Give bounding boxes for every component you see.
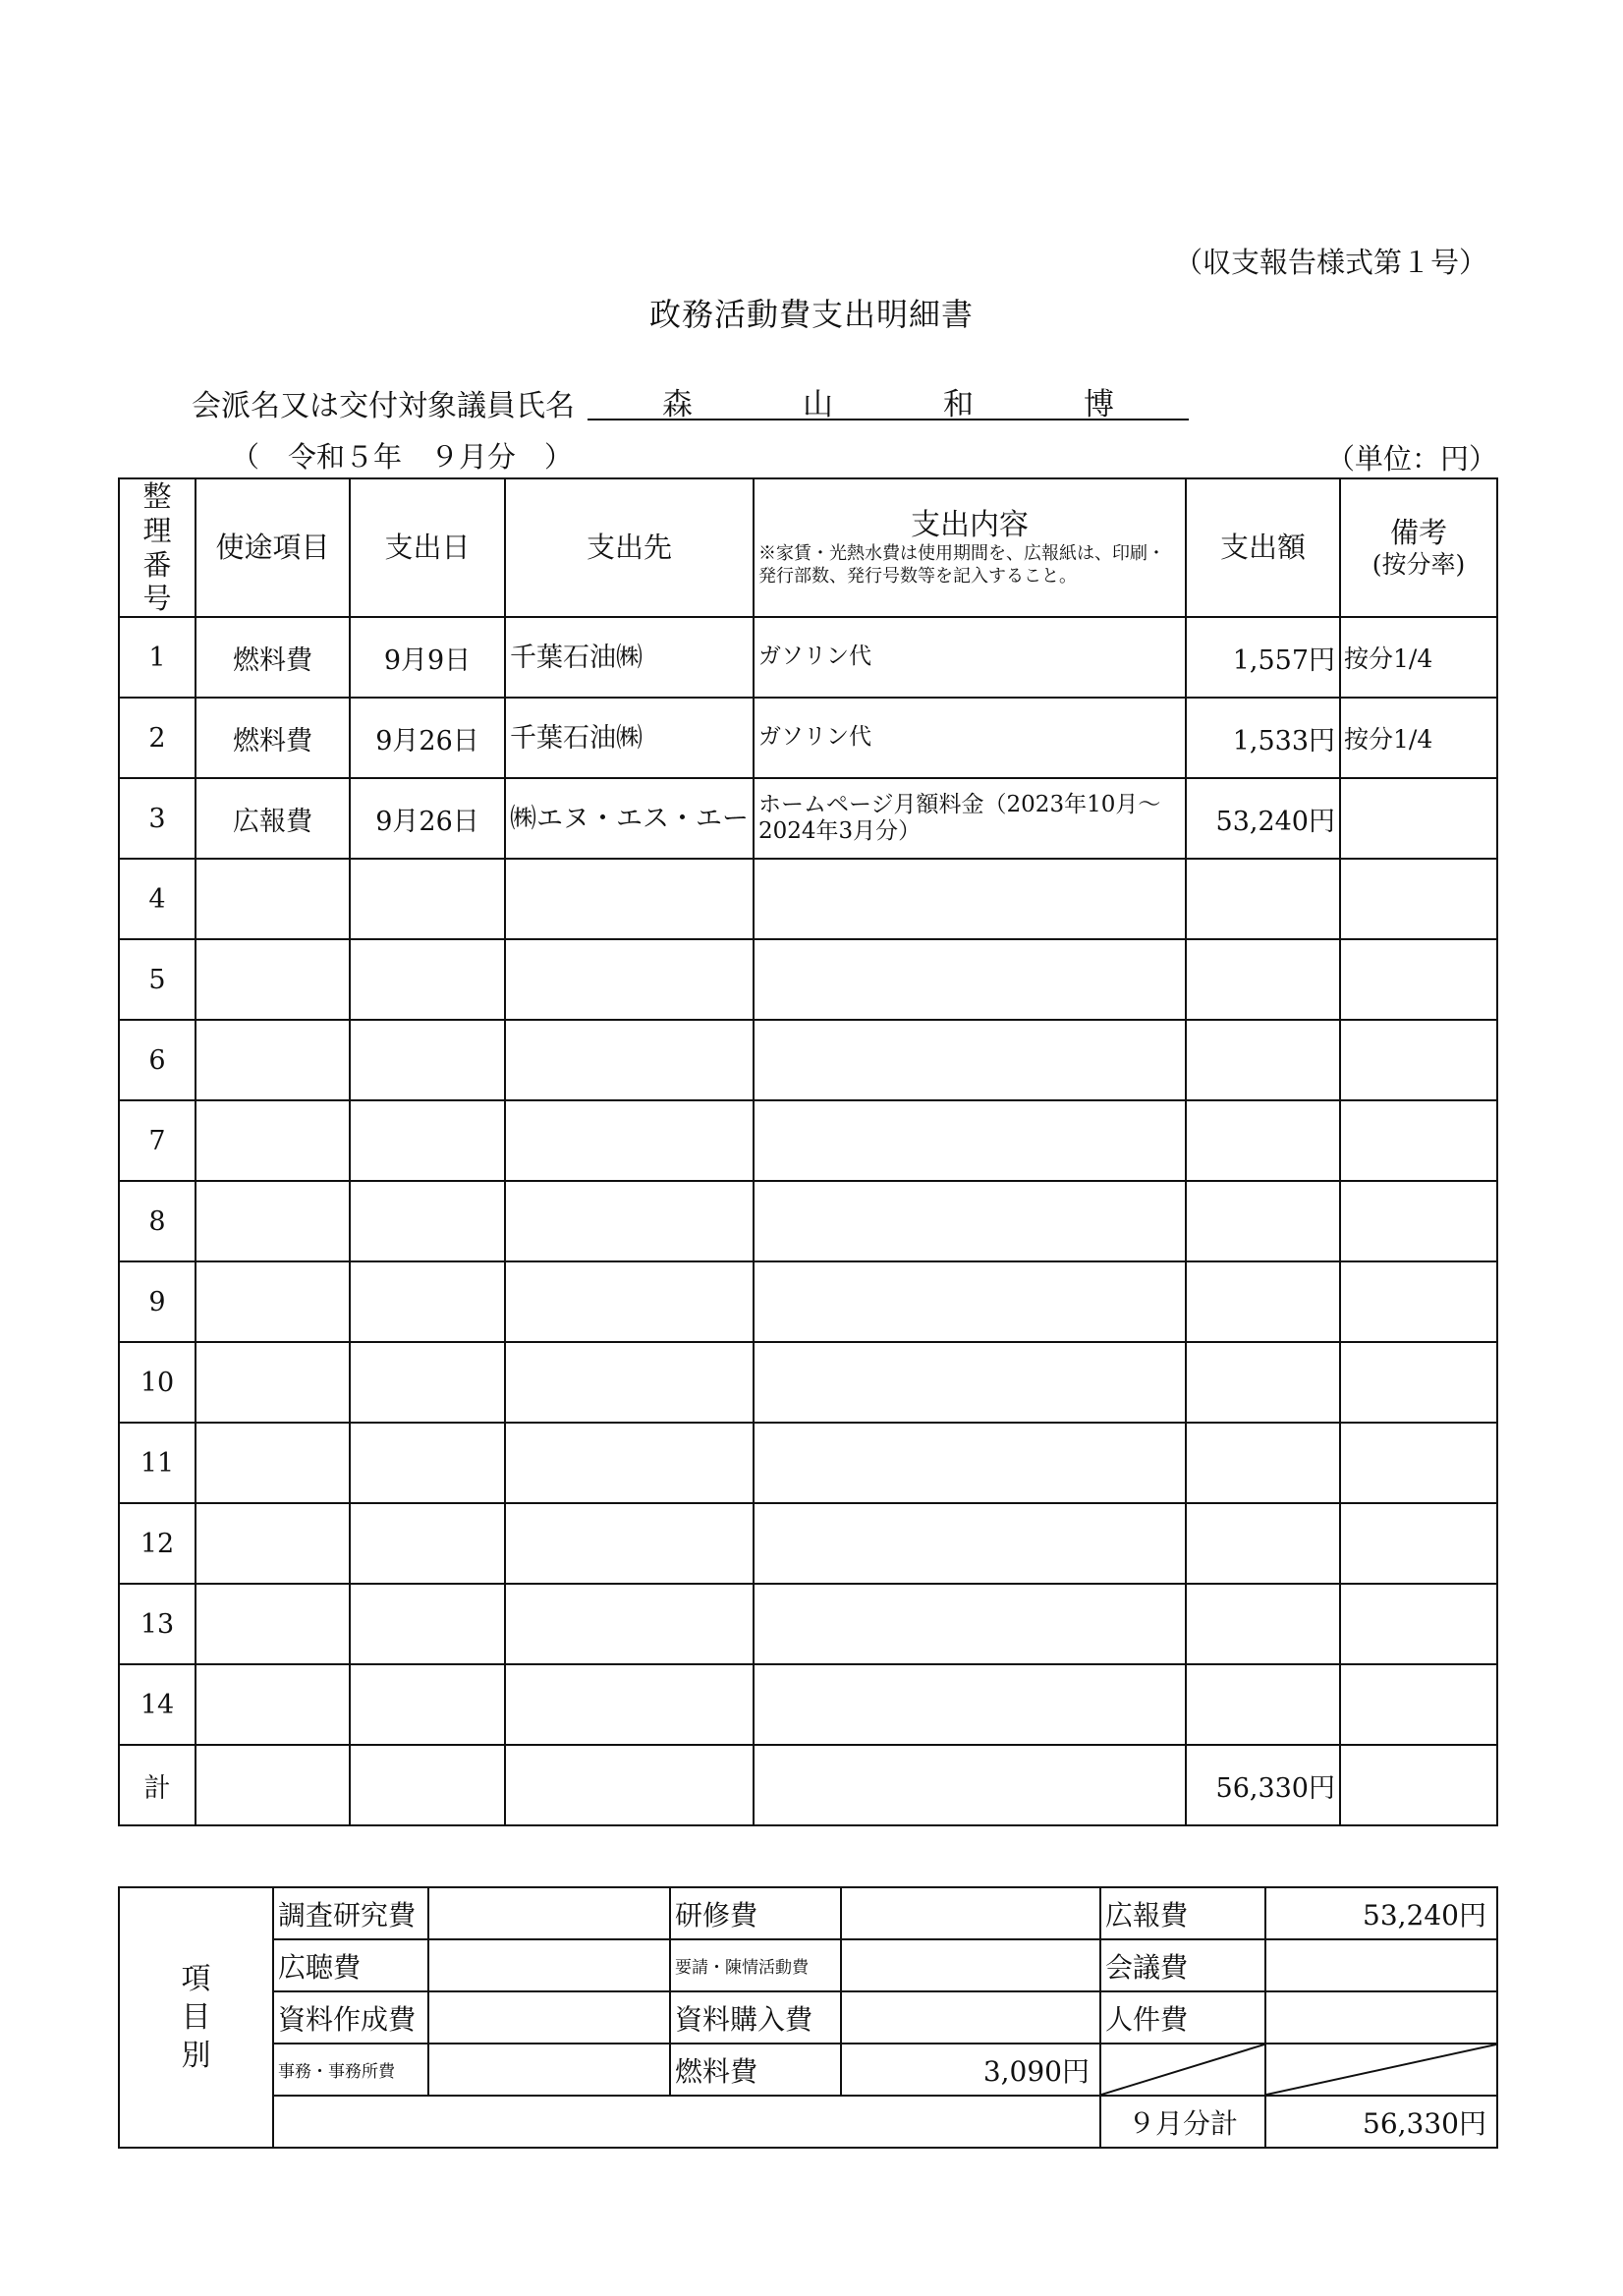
table-row bbox=[119, 1342, 1497, 1423]
cell-no: 14 bbox=[119, 1664, 196, 1745]
cell-payee: 千葉石油㈱ bbox=[505, 698, 754, 778]
diagonal-strike bbox=[1266, 2044, 1496, 2095]
cell-amount bbox=[1186, 1503, 1340, 1584]
table-row bbox=[119, 1423, 1497, 1503]
expense-table bbox=[118, 477, 1498, 1826]
cell-amount bbox=[1186, 1664, 1340, 1745]
member-name-char: 山 bbox=[803, 387, 833, 422]
cell-payee bbox=[505, 1584, 754, 1664]
summary-label: 要請・陳情活動費 bbox=[670, 1939, 841, 1991]
member-name-char: 博 bbox=[1084, 387, 1114, 422]
table-row bbox=[119, 1664, 1497, 1745]
cell-date bbox=[350, 1181, 505, 1261]
header-payee: 支出先 bbox=[505, 478, 754, 617]
cell-payee bbox=[505, 1342, 754, 1423]
cell-no: 9 bbox=[119, 1261, 196, 1342]
cell-no: 13 bbox=[119, 1584, 196, 1664]
cell-note bbox=[1340, 1342, 1497, 1423]
header-description-title: 支出内容 bbox=[911, 508, 1029, 543]
cell-payee bbox=[505, 1261, 754, 1342]
cell-desc bbox=[754, 1181, 1186, 1261]
cell-no: 2 bbox=[119, 698, 196, 778]
cell-date bbox=[350, 939, 505, 1020]
table-header-row bbox=[119, 478, 1497, 617]
cell-no: 4 bbox=[119, 859, 196, 939]
summary-label: 燃料費 bbox=[670, 2044, 841, 2096]
cell-amount bbox=[1186, 859, 1340, 939]
header-note bbox=[1340, 478, 1497, 617]
cell-payee bbox=[505, 939, 754, 1020]
table-row bbox=[119, 1261, 1497, 1342]
summary-amount: 3,090円 bbox=[841, 2044, 1100, 2096]
cell-amount: 53,240円 bbox=[1186, 778, 1340, 859]
cell-desc bbox=[754, 1423, 1186, 1503]
table-row bbox=[119, 617, 1497, 698]
summary-amount bbox=[428, 1991, 670, 2044]
cell-amount: 1,557円 bbox=[1186, 617, 1340, 698]
header-note-sub: (按分率) bbox=[1371, 549, 1466, 579]
cell-date bbox=[350, 1261, 505, 1342]
summary-amount bbox=[841, 1991, 1100, 2044]
table-cell bbox=[1340, 1745, 1497, 1825]
table-row bbox=[119, 1503, 1497, 1584]
header-amount: 支出額 bbox=[1186, 478, 1340, 617]
cell-amount bbox=[1186, 939, 1340, 1020]
cell-note: 按分1/4 bbox=[1340, 698, 1497, 778]
summary-row bbox=[119, 2044, 1497, 2096]
cell-date: 9月26日 bbox=[350, 778, 505, 859]
member-name-char: 和 bbox=[943, 387, 974, 422]
cell-use bbox=[196, 1100, 350, 1181]
summary-amount bbox=[841, 1939, 1100, 1991]
table-row bbox=[119, 939, 1497, 1020]
cell-date bbox=[350, 1664, 505, 1745]
header-description bbox=[754, 478, 1186, 617]
summary-amount bbox=[841, 1887, 1100, 1939]
cell-payee: 千葉石油㈱ bbox=[505, 617, 754, 698]
cell-note bbox=[1340, 1261, 1497, 1342]
crossed-out-cell bbox=[1265, 2044, 1497, 2096]
summary-label: 資料購入費 bbox=[670, 1991, 841, 2044]
cell-use bbox=[196, 1664, 350, 1745]
cell-desc bbox=[754, 1584, 1186, 1664]
cell-use bbox=[196, 1181, 350, 1261]
cell-desc bbox=[754, 1342, 1186, 1423]
header-note-title: 備考 bbox=[1389, 516, 1447, 550]
cell-date bbox=[350, 1100, 505, 1181]
unit-label: （単位：円） bbox=[1326, 442, 1498, 476]
cell-note: 按分1/4 bbox=[1340, 617, 1497, 698]
summary-amount bbox=[1265, 1939, 1497, 1991]
cell-no: 11 bbox=[119, 1423, 196, 1503]
summary-label: 調査研究費 bbox=[273, 1887, 428, 1939]
cell-note bbox=[1340, 1664, 1497, 1745]
total-amount: 56,330円 bbox=[1186, 1745, 1340, 1825]
summary-label: 広報費 bbox=[1100, 1887, 1265, 1939]
header-no: 整理番号 bbox=[119, 478, 196, 617]
summary-blank-cell bbox=[273, 2096, 1100, 2148]
cell-payee: ㈱エヌ・エス・エー bbox=[505, 778, 754, 859]
table-row bbox=[119, 1584, 1497, 1664]
summary-row bbox=[119, 1887, 1497, 1939]
cell-no: 7 bbox=[119, 1100, 196, 1181]
cell-use bbox=[196, 1423, 350, 1503]
summary-amount bbox=[428, 2044, 670, 2096]
header-description-note: ※家賃・光熱水費は使用期間を、広報紙は、印刷・発行部数、発行号数等を記入すること。 bbox=[758, 543, 1165, 587]
category-summary-table bbox=[118, 1886, 1498, 2149]
cell-desc bbox=[754, 1664, 1186, 1745]
table-row bbox=[119, 1020, 1497, 1100]
cell-date: 9月9日 bbox=[350, 617, 505, 698]
member-name-field bbox=[588, 375, 1189, 420]
table-row bbox=[119, 778, 1497, 859]
cell-no: 3 bbox=[119, 778, 196, 859]
cell-use bbox=[196, 1342, 350, 1423]
monthly-total-amount: 56,330円 bbox=[1265, 2096, 1497, 2148]
cell-use bbox=[196, 859, 350, 939]
cell-desc bbox=[754, 1261, 1186, 1342]
cell-payee bbox=[505, 1423, 754, 1503]
cell-note bbox=[1340, 778, 1497, 859]
cell-payee bbox=[505, 1181, 754, 1261]
cell-no: 12 bbox=[119, 1503, 196, 1584]
cell-use bbox=[196, 1261, 350, 1342]
table-row bbox=[119, 698, 1497, 778]
cell-amount bbox=[1186, 1423, 1340, 1503]
summary-amount: 53,240円 bbox=[1265, 1887, 1497, 1939]
cell-amount bbox=[1186, 1261, 1340, 1342]
summary-label: 広聴費 bbox=[273, 1939, 428, 1991]
cell-no: 6 bbox=[119, 1020, 196, 1100]
cell-note bbox=[1340, 1584, 1497, 1664]
cell-use bbox=[196, 1503, 350, 1584]
cell-no: 10 bbox=[119, 1342, 196, 1423]
header-date: 支出日 bbox=[350, 478, 505, 617]
cell-use bbox=[196, 1584, 350, 1664]
cell-payee bbox=[505, 1503, 754, 1584]
cell-desc bbox=[754, 1503, 1186, 1584]
cell-use: 燃料費 bbox=[196, 698, 350, 778]
summary-row bbox=[119, 1991, 1497, 2044]
member-name-char: 森 bbox=[662, 387, 693, 422]
cell-no: 1 bbox=[119, 617, 196, 698]
cell-amount: 1,533円 bbox=[1186, 698, 1340, 778]
cell-no: 8 bbox=[119, 1181, 196, 1261]
summary-total-row bbox=[119, 2096, 1497, 2148]
monthly-total-label: ９月分計 bbox=[1100, 2096, 1265, 2148]
summary-amount bbox=[1265, 1991, 1497, 2044]
cell-payee bbox=[505, 1020, 754, 1100]
cell-date bbox=[350, 1020, 505, 1100]
cell-payee bbox=[505, 859, 754, 939]
table-row bbox=[119, 1100, 1497, 1181]
cell-no: 5 bbox=[119, 939, 196, 1020]
cell-note bbox=[1340, 859, 1497, 939]
table-cell bbox=[505, 1745, 754, 1825]
cell-use: 燃料費 bbox=[196, 617, 350, 698]
crossed-out-cell bbox=[1100, 2044, 1265, 2096]
cell-payee bbox=[505, 1100, 754, 1181]
summary-row bbox=[119, 1939, 1497, 1991]
cell-date bbox=[350, 1584, 505, 1664]
cell-note bbox=[1340, 1100, 1497, 1181]
header-use: 使途項目 bbox=[196, 478, 350, 617]
document-title: 政務活動費支出明細書 bbox=[648, 296, 974, 333]
cell-desc: ホームページ月額料金（2023年10月～2024年3月分） bbox=[754, 778, 1186, 859]
summary-label: 人件費 bbox=[1100, 1991, 1265, 2044]
table-cell bbox=[754, 1745, 1186, 1825]
cell-date: 9月26日 bbox=[350, 698, 505, 778]
cell-date bbox=[350, 1423, 505, 1503]
cell-use bbox=[196, 1020, 350, 1100]
cell-desc bbox=[754, 1100, 1186, 1181]
cell-amount bbox=[1186, 1342, 1340, 1423]
cell-note bbox=[1340, 1503, 1497, 1584]
cell-payee bbox=[505, 1664, 754, 1745]
cell-use: 広報費 bbox=[196, 778, 350, 859]
cell-date bbox=[350, 1342, 505, 1423]
cell-amount bbox=[1186, 1100, 1340, 1181]
summary-amount bbox=[428, 1887, 670, 1939]
cell-amount bbox=[1186, 1181, 1340, 1261]
form-number: （収支報告様式第１号） bbox=[1174, 246, 1488, 279]
cell-desc bbox=[754, 859, 1186, 939]
cell-note bbox=[1340, 1423, 1497, 1503]
summary-label: 研修費 bbox=[670, 1887, 841, 1939]
faction-label: 会派名又は交付対象議員氏名 bbox=[192, 389, 575, 423]
cell-desc: ガソリン代 bbox=[754, 617, 1186, 698]
cell-desc bbox=[754, 1020, 1186, 1100]
summary-label: 会議費 bbox=[1100, 1939, 1265, 1991]
table-row bbox=[119, 859, 1497, 939]
cell-desc bbox=[754, 939, 1186, 1020]
cell-amount bbox=[1186, 1020, 1340, 1100]
cell-desc: ガソリン代 bbox=[754, 698, 1186, 778]
table-cell bbox=[196, 1745, 350, 1825]
category-side-label: 項目別 bbox=[119, 1887, 273, 2148]
cell-use bbox=[196, 939, 350, 1020]
cell-note bbox=[1340, 1020, 1497, 1100]
report-period: （ 令和５年 ９月分 ） bbox=[231, 440, 574, 474]
cell-note bbox=[1340, 939, 1497, 1020]
summary-label: 事務・事務所費 bbox=[273, 2044, 428, 2096]
diagonal-strike bbox=[1101, 2044, 1264, 2095]
total-label: 計 bbox=[119, 1745, 196, 1825]
cell-date bbox=[350, 859, 505, 939]
cell-amount bbox=[1186, 1584, 1340, 1664]
summary-amount bbox=[428, 1939, 670, 1991]
table-row bbox=[119, 1181, 1497, 1261]
cell-date bbox=[350, 1503, 505, 1584]
cell-note bbox=[1340, 1181, 1497, 1261]
table-cell bbox=[350, 1745, 505, 1825]
summary-label: 資料作成費 bbox=[273, 1991, 428, 2044]
total-row bbox=[119, 1745, 1497, 1825]
